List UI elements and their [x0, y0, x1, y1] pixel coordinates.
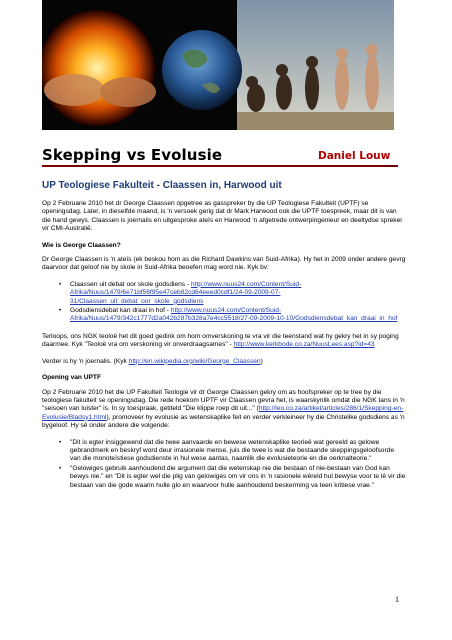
- page-number: 1: [395, 595, 399, 604]
- header-divider: [42, 165, 398, 167]
- article-heading: UP Teologiese Fakulteit - Claassen in, Harwood uit: [42, 180, 282, 191]
- article-body: [42, 180, 406, 499]
- intro-paragraph: Op 2 Februarie 2010 het dr George Claassen opgetree as gasspreker by die UP Teologiese Fakulteit (UPTF) se openingsdag. Later, in dieselfde maand, is 'n versoek gerig dat dr Mark Harwood ook die UPTF toespreek, maar dit is van die hand gewys. Claassen is joernalis en uitgesproke ateïs en Harwood 'n afgetrede ontwerpingenieur en deeltydse spreker vir CMI-Australië.: [42, 200, 403, 233]
- header-banner-image: [42, 0, 394, 130]
- kerkbode-link[interactable]: http://www.kerkbode.co.za/NuusLees.asp?id=43: [233, 341, 375, 349]
- quote-item: • "Dit is egter insiggewend dat die twee aanvaarde en bewese wetenskaplike teorieë wat gereeld as gelowe gebrandmerk en beskryf word deur irrasionele mense, juis die twee is wat die bestaande skeppingsgeloofsorde van die monoteïstiese godsdienste in hul wese aantas, naamlik die evolusieteorie en die oerknalteorie.": [70, 439, 406, 464]
- quote-item: • "Gelowiges gebruik aanhoudend die argument dat die wetenskap nie die bestaan of nie-bestaan van God kan bewys nie." en "Dit is egter wel die plig van gelowiges om vir ons in 'n rasionele wêreld hul bewyse voor te lê vir die bestaan van die gode waarin hulle glo en waarvoor hulle aanhoudend beskerming va teen kritiese vrae.": [70, 465, 406, 490]
- apology-paragraph: [42, 333, 406, 350]
- claassen-paragraph: Dr George Claassen is 'n ateïs (ek beskou hom as die Richard Dawkins van Suid-Afrika). Hy het in 2009 onder andere gevrg daarvoor dat geloof nie by skole in Suid-Afrika beoefen mag word nie. Kyk bv:: [42, 256, 406, 272]
- wikipedia-link[interactable]: http://en.wikipedia.org/wiki/George_Claassen: [128, 357, 261, 365]
- opening-paragraph: [42, 389, 406, 431]
- apology-text: Terloops, ons NGK teoloë het dit goed gedink om hom omverskoning te vra vir die teenstand wat hy gekry het in sy poging daarmee. Kyk "Teoloë vra om verskoning vir onverdraagsames" -: [42, 332, 399, 349]
- opening-text: Op 2 Februarie 2010 het die UP Fakulteit Teologie vir dr George Claassen gekry om as hoofspreker op te tree by die teologiese fakulteit se openingsdag. Die rede hoekom UPTF vir Claassen gevra het, is waarskynlik omdat die NGK tans in 'n "seisoen van luister" is. In sy toespraak, getiteld "Die klippe roep dit uit..." (: [42, 388, 405, 413]
- news-link-debat[interactable]: http://www.nuus24.com/Content/Suid-Afrika/Nuus/1479/6e71bf56f95e47ceb82cd64eeed0cdf1/24-09-2009-07-31/Claassen_uit_debat_oor_skole_godsdiens: [70, 280, 302, 305]
- leo-link[interactable]: http://leo.co.za/artikel/articles/286/1/Skepping-en-Evolusie/Bladsy1.html: [42, 405, 404, 421]
- quotes-list: [42, 439, 406, 490]
- list-item: [70, 307, 406, 324]
- list-item-text: Godsdiensdebat kan draai in hof -: [70, 307, 171, 315]
- list-item: [70, 281, 406, 306]
- list-item-text: Claassen uit debat oor skole godsdiens -: [70, 280, 191, 288]
- section-heading-opening: Opening van UPTF: [42, 374, 101, 382]
- page-title: Skepping vs Evolusie: [42, 146, 223, 164]
- claassen-links-list: [42, 281, 406, 324]
- journalist-text: Verder is hy 'n joernalis. (Kyk: [42, 357, 129, 365]
- section-heading-claassen: Wie is George Claassen?: [42, 241, 121, 249]
- opening-text-end: ), promoveer hy evolusie as wetenskaplike feit en verder verkleineer hy die Christelike godsdiens as 'n bygeloof. Hy sê onder andere die volgende:: [42, 413, 405, 430]
- journalist-paragraph: [42, 358, 406, 366]
- news-link-hof[interactable]: http://www.nuus24.com/Content/Suid-Afrika/Nuus/1479/342c1777d2a042b287b328a7e4cc5518/27-09-2009-10-10/Godsdiensdebat_kan_draai_in_hof: [70, 307, 398, 323]
- author-name: Daniel Louw: [318, 150, 391, 162]
- journalist-text-end: ): [260, 357, 263, 365]
